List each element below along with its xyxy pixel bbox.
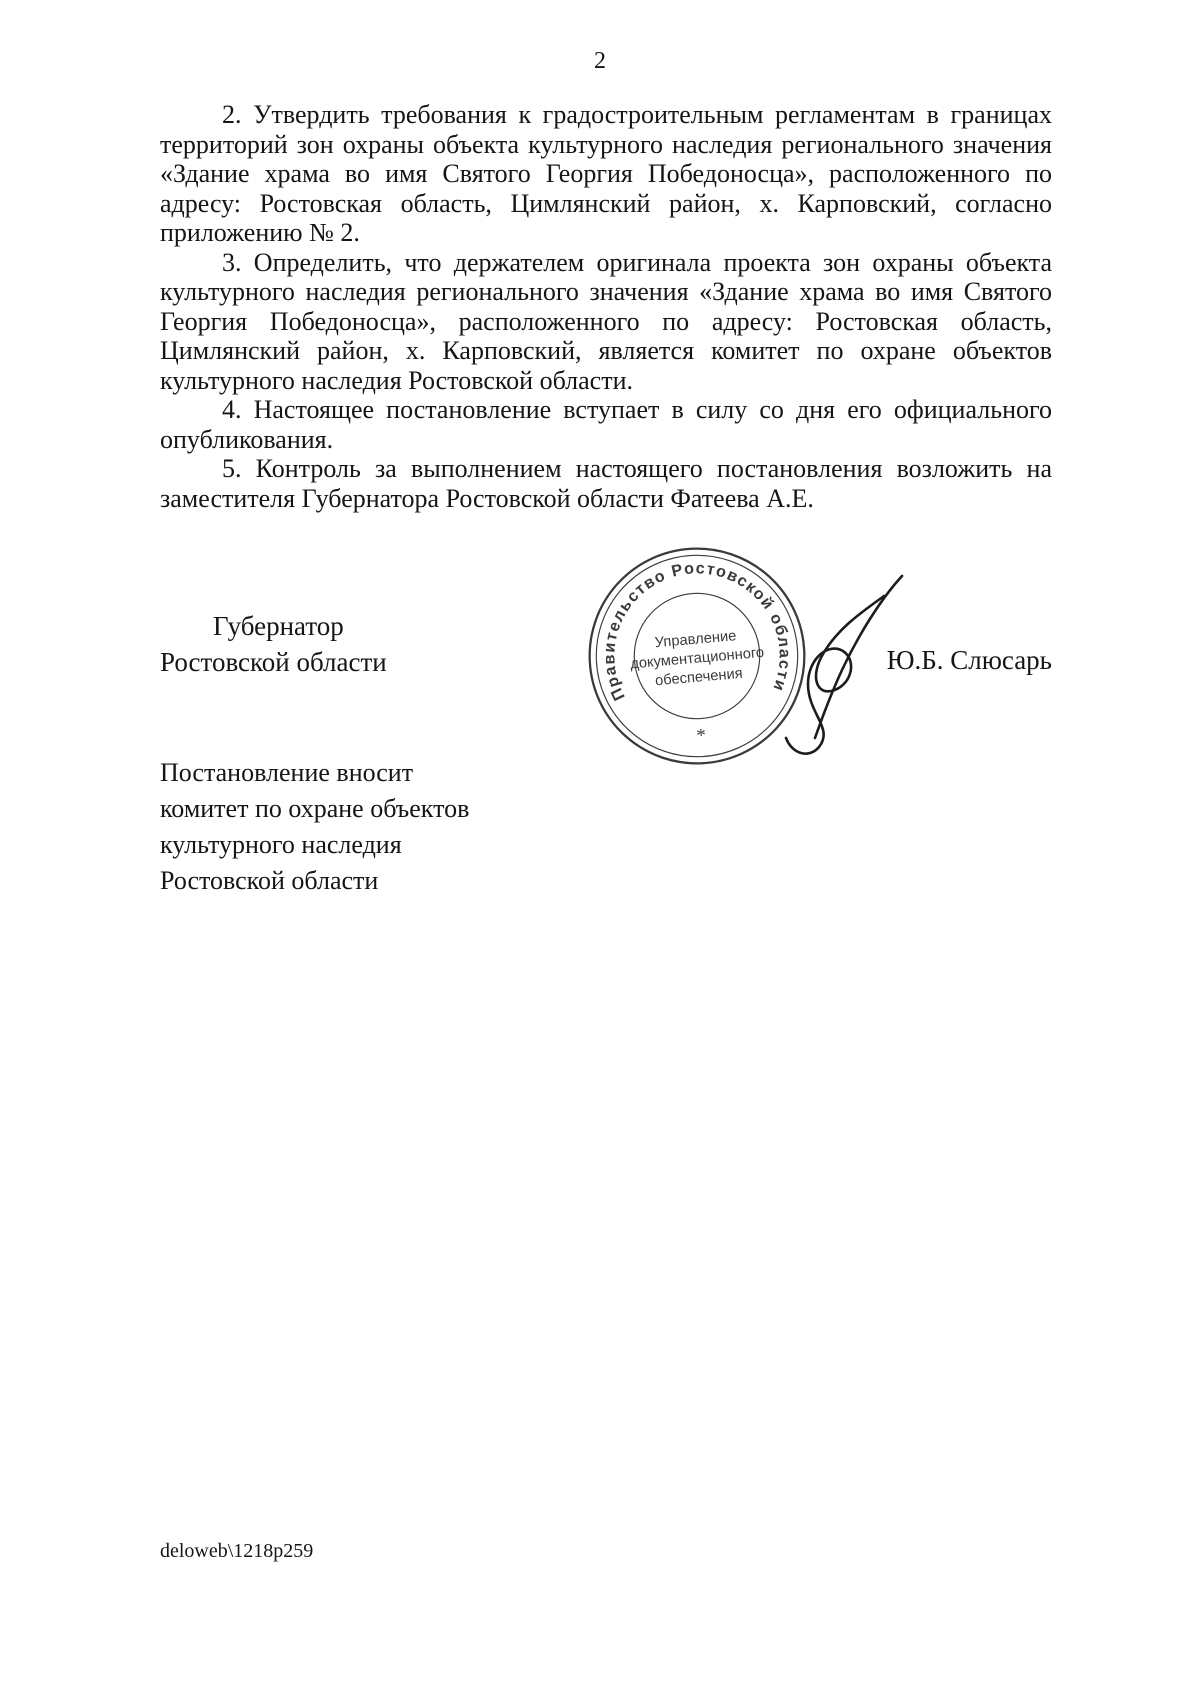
stamp-star: *	[695, 725, 707, 747]
submitter-block	[160, 755, 469, 899]
submitter-line-1: Постановление вносит	[160, 758, 414, 787]
stamp-ring-text: Правительство Ростовской области	[600, 559, 794, 704]
signatory-title	[160, 608, 387, 680]
signatory-title-line-1: Губернатор	[213, 611, 344, 641]
handwritten-signature	[762, 568, 917, 768]
submitter-line-3: культурного наследия	[160, 830, 402, 859]
signatory-name: Ю.Б. Слюсарь	[886, 645, 1052, 675]
paragraph-2: 2. Утвердить требования к градостроительным регламентам в границах территорий зон охраны объекта культурного наследия регионального значения «Здание храма во имя Святого Георгия Победоносца», расположенного по адресу: Ростовская область, Цимлянский район, х. Карповский, согласно приложению № 2.	[160, 100, 1052, 247]
submitter-line-4: Ростовской области	[160, 866, 379, 895]
paragraph-4: 4. Настоящее постановление вступает в силу со дня его официального опубликования.	[160, 395, 1052, 454]
stamp-inner-text-line-2: документационного	[629, 644, 765, 673]
page-number: 2	[594, 48, 606, 74]
document-reference-code: deloweb\1218p259	[160, 1540, 314, 1562]
stamp-inner-text-line-3: обеспечения	[654, 665, 744, 690]
paragraph-3: 3. Определить, что держателем оригинала проекта зон охраны объекта культурного наследия регионального значения «Здание храма во имя Святого Георгия Победоносца», расположенного по адресу: Ростовская область, Цимлянский район, х. Карповский, является комитет по охране объектов культурного наследия Ростовской области.	[160, 247, 1052, 395]
submitter-line-2: комитет по охране объектов	[160, 794, 470, 823]
stamp-inner-text-line-1: Управление	[654, 628, 738, 652]
signatory-title-line-2: Ростовской области	[160, 647, 387, 677]
paragraph-5: 5. Контроль за выполнением настоящего постановления возложить на заместителя Губернатора Ростовской области Фатеева А.Е.	[160, 454, 1052, 513]
document-body	[160, 100, 1052, 513]
